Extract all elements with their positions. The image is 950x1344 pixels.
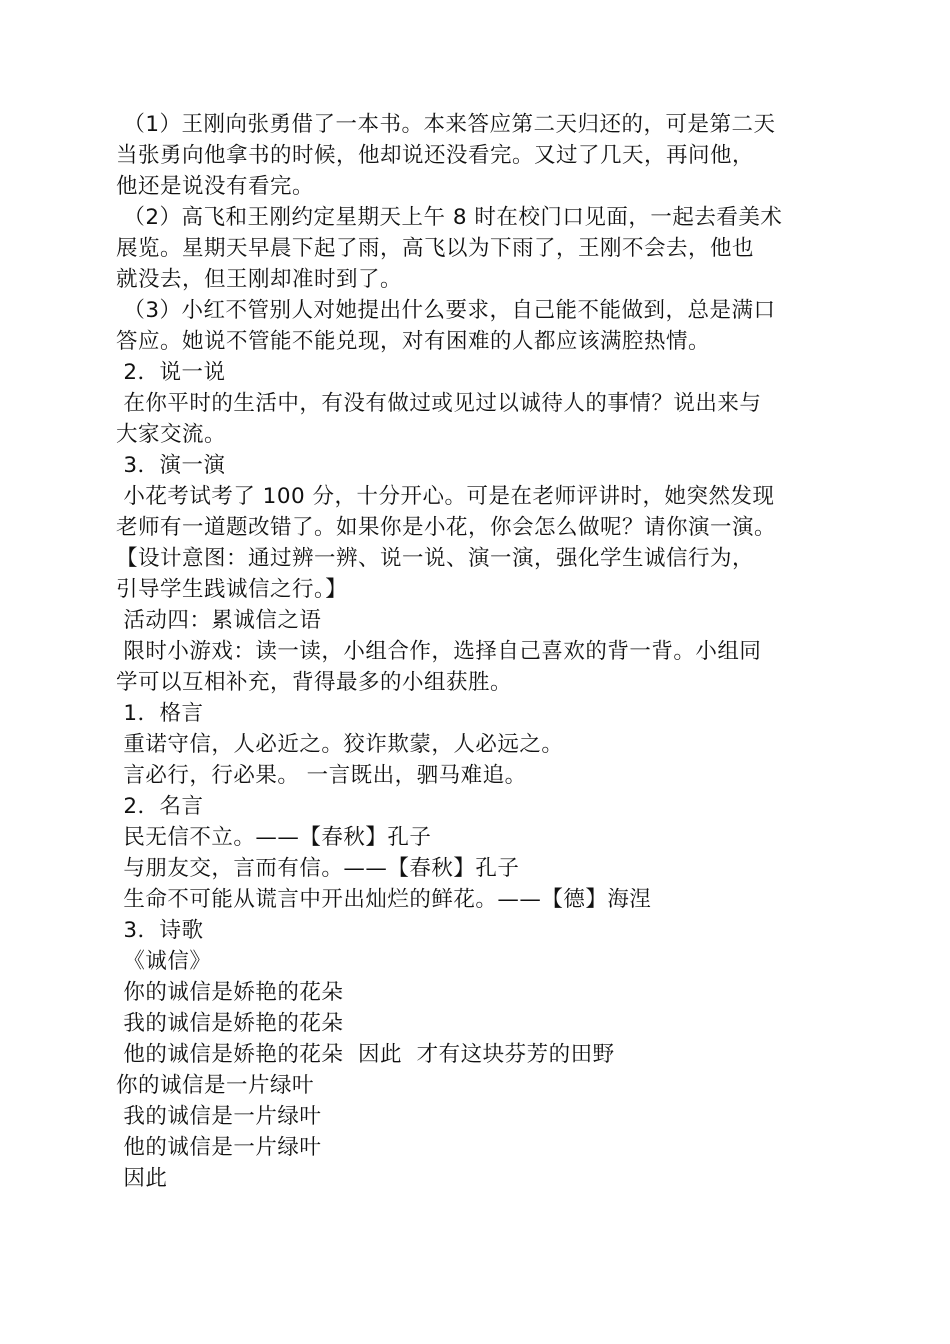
text-line: （2）高飞和王刚约定星期天上午 8 时在校门口见面，一起去看美术 [116,205,783,230]
quote-line: 民无信不立。——【春秋】孔子 [116,825,432,850]
poem-line: 我的诚信是娇艳的花朵 [116,1011,344,1036]
section-heading: 2．名言 [116,794,204,819]
text-line: 在你平时的生活中，有没有做过或见过以诚待人的事情？说出来与 [116,391,762,416]
text-line: 限时小游戏：读一读，小组合作，选择自己喜欢的背一背。小组同 [116,639,762,664]
design-intent-line: 【设计意图：通过辨一辨、说一说、演一演，强化学生诚信行为， [116,546,755,571]
poem-line: 他的诚信是一片绿叶 [116,1135,322,1160]
section-heading: 2．说一说 [116,360,226,385]
text-line: 就没去，但王刚却准时到了。 [116,267,403,292]
text-line: （3）小红不管别人对她提出什么要求，自己能不能做到，总是满口 [116,298,776,323]
proverb-line: 言必行，行必果。 一言既出，驷马难追。 [116,763,527,788]
design-intent-line: 引导学生践诚信之行。】 [116,577,348,602]
poem-line: 你的诚信是一片绿叶 [116,1073,315,1098]
text-line: （1）王刚向张勇借了一本书。本来答应第二天归还的，可是第二天 [116,112,776,137]
text-line: 展览。星期天早晨下起了雨，高飞以为下雨了，王刚不会去，他也 [116,236,755,261]
document-body [116,109,846,1194]
section-heading: 3．诗歌 [116,918,204,943]
text-line: 学可以互相补充，背得最多的小组获胜。 [116,670,513,695]
quote-line: 生命不可能从谎言中开出灿烂的鲜花。——【德】海涅 [116,887,652,912]
text-line: 答应。她说不管能不能兑现，对有困难的人都应该满腔热情。 [116,329,711,354]
poem-line: 他的诚信是娇艳的花朵 因此 才有这块芬芳的田野 [116,1042,615,1067]
text-line: 小花考试考了 100 分，十分开心。可是在老师评讲时，她突然发现 [116,484,775,509]
text-line: 当张勇向他拿书的时候，他却说还没看完。又过了几天，再问他， [116,143,755,168]
poem-line: 我的诚信是一片绿叶 [116,1104,322,1129]
poem-title: 《诚信》 [116,949,212,974]
text-line: 他还是说没有看完。 [116,174,315,199]
quote-line: 与朋友交，言而有信。——【春秋】孔子 [116,856,520,881]
section-heading: 1．格言 [116,701,204,726]
poem-line: 你的诚信是娇艳的花朵 [116,980,344,1005]
text-line: 大家交流。 [116,422,227,447]
section-heading: 3．演一演 [116,453,226,478]
text-line: 老师有一道题改错了。如果你是小花，你会怎么做呢？请你演一演。 [116,515,777,540]
proverb-line: 重诺守信，人必近之。狡诈欺蒙，人必远之。 [116,732,564,757]
activity-heading: 活动四：累诚信之语 [116,608,322,633]
poem-line: 因此 [116,1166,168,1191]
